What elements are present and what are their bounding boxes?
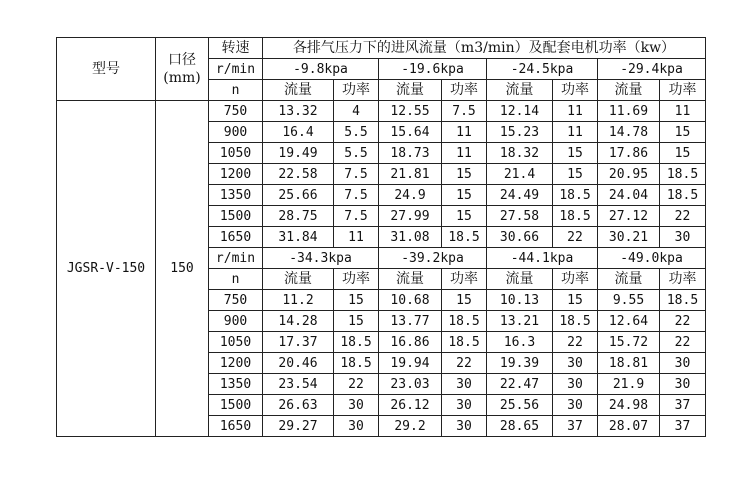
pressure-row [57,248,706,269]
header-row-1 [57,38,706,59]
flow-cell: 13.21 [487,311,553,332]
power-cell: 15 [442,290,487,311]
power-cell: 37 [553,416,598,437]
power-cell: 5.5 [334,122,379,143]
power-cell: 7.5 [442,101,487,122]
model-cell-spacer [57,101,156,248]
power-cell: 18.5 [334,332,379,353]
flow-cell: 24.49 [487,185,553,206]
flow-cell: 14.78 [598,122,660,143]
pressure-header: -44.1kpa [487,248,598,269]
flow-cell: 30.66 [487,227,553,248]
flow-cell: 13.77 [379,311,442,332]
power-cell: 18.5 [553,206,598,227]
flow-cell: 16.3 [487,332,553,353]
flow-label: 流量 [379,80,442,101]
flow-cell: 23.54 [263,374,334,395]
flow-cell: 29.2 [379,416,442,437]
flow-cell: 10.68 [379,290,442,311]
power-cell: 22 [553,332,598,353]
flow-cell: 24.98 [598,395,660,416]
power-label: 功率 [442,269,487,290]
flow-cell: 19.94 [379,353,442,374]
power-cell: 30 [442,395,487,416]
power-label: 功率 [334,269,379,290]
flow-cell: 18.32 [487,143,553,164]
power-cell: 15 [334,311,379,332]
flow-cell: 17.86 [598,143,660,164]
speed-cell: 750 [209,290,263,311]
flow-cell: 21.81 [379,164,442,185]
power-cell: 30 [660,374,706,395]
flow-cell: 26.12 [379,395,442,416]
flow-cell: 9.55 [598,290,660,311]
flow-cell: 25.66 [263,185,334,206]
power-cell: 4 [334,101,379,122]
power-cell: 30 [442,416,487,437]
power-cell: 22 [334,374,379,395]
group-title: 各排气压力下的进风流量（m3/min）及配套电机功率（kw） [263,38,706,59]
flow-cell: 17.37 [263,332,334,353]
speed-cell: 900 [209,122,263,143]
flow-label: 流量 [379,269,442,290]
flow-label: 流量 [487,80,553,101]
bore-header: 口径 (mm) [156,38,209,101]
speed-header: 转速 [209,38,263,59]
flow-cell: 12.55 [379,101,442,122]
flow-cell: 31.08 [379,227,442,248]
power-cell: 15 [553,164,598,185]
flow-cell: 21.9 [598,374,660,395]
model-cell: JGSR-V-150 [57,248,156,437]
flow-cell: 27.99 [379,206,442,227]
flow-cell: 31.84 [263,227,334,248]
power-cell: 30 [442,374,487,395]
power-cell: 15 [442,164,487,185]
flow-cell: 27.12 [598,206,660,227]
power-cell: 18.5 [660,185,706,206]
flow-cell: 18.81 [598,353,660,374]
flow-cell: 12.64 [598,311,660,332]
flow-cell: 24.9 [379,185,442,206]
speed-cell: 1050 [209,332,263,353]
pressure-header: -49.0kpa [598,248,706,269]
flow-cell: 30.21 [598,227,660,248]
power-cell: 11 [660,101,706,122]
power-cell: 18.5 [442,332,487,353]
pressure-header: -39.2kpa [379,248,487,269]
model-header: 型号 [57,38,156,101]
power-cell: 11 [442,122,487,143]
bore-cell-spacer [156,101,209,248]
flow-cell: 29.27 [263,416,334,437]
power-cell: 30 [553,353,598,374]
flow-cell: 23.03 [379,374,442,395]
power-cell: 18.5 [660,164,706,185]
flow-cell: 11.2 [263,290,334,311]
speed-cell: 1350 [209,374,263,395]
power-label: 功率 [442,80,487,101]
flow-label: 流量 [487,269,553,290]
fan-performance-table [56,37,706,437]
flow-cell: 15.72 [598,332,660,353]
table-body [57,38,706,437]
speed-cell: 1350 [209,185,263,206]
power-cell: 30 [553,374,598,395]
flow-cell: 19.49 [263,143,334,164]
speed-cell: 1500 [209,395,263,416]
power-cell: 30 [660,353,706,374]
flow-cell: 14.28 [263,311,334,332]
power-cell: 18.5 [553,185,598,206]
speed-n-label: n [209,269,263,290]
speed-cell: 1200 [209,353,263,374]
speed-cell: 750 [209,101,263,122]
pressure-header: -34.3kpa [263,248,379,269]
speed-unit-label: r/min [209,248,263,269]
power-cell: 30 [334,395,379,416]
power-cell: 22 [553,227,598,248]
power-cell: 18.5 [442,311,487,332]
flow-cell: 22.47 [487,374,553,395]
flow-cell: 28.07 [598,416,660,437]
pressure-header: -19.6kpa [379,59,487,80]
power-cell: 22 [660,206,706,227]
flow-cell: 20.95 [598,164,660,185]
flow-cell: 20.46 [263,353,334,374]
flow-cell: 10.13 [487,290,553,311]
flow-cell: 19.39 [487,353,553,374]
power-cell: 18.5 [334,353,379,374]
power-cell: 22 [660,332,706,353]
flow-cell: 21.4 [487,164,553,185]
speed-cell: 1050 [209,143,263,164]
power-cell: 11 [442,143,487,164]
power-label: 功率 [334,80,379,101]
power-cell: 30 [660,227,706,248]
flow-label: 流量 [263,269,334,290]
speed-cell: 1200 [209,164,263,185]
power-cell: 22 [442,353,487,374]
power-cell: 15 [553,290,598,311]
power-cell: 11 [553,122,598,143]
power-cell: 15 [442,185,487,206]
power-cell: 22 [660,311,706,332]
flow-cell: 24.04 [598,185,660,206]
bore-cell: 150 [156,248,209,437]
power-cell: 37 [660,395,706,416]
flow-label: 流量 [598,80,660,101]
flow-cell: 13.32 [263,101,334,122]
flow-cell: 11.69 [598,101,660,122]
pressure-header: -9.8kpa [263,59,379,80]
flow-cell: 16.4 [263,122,334,143]
flow-cell: 28.65 [487,416,553,437]
pressure-header: -24.5kpa [487,59,598,80]
flow-cell: 25.56 [487,395,553,416]
power-cell: 15 [660,122,706,143]
power-label: 功率 [553,269,598,290]
flow-label: 流量 [263,80,334,101]
power-cell: 7.5 [334,185,379,206]
flow-label: 流量 [598,269,660,290]
power-cell: 18.5 [660,290,706,311]
power-cell: 11 [553,101,598,122]
flow-cell: 27.58 [487,206,553,227]
flow-cell: 15.64 [379,122,442,143]
power-cell: 15 [553,143,598,164]
speed-cell: 1650 [209,416,263,437]
power-cell: 11 [334,227,379,248]
speed-cell: 1500 [209,206,263,227]
flow-cell: 15.23 [487,122,553,143]
power-label: 功率 [660,269,706,290]
power-cell: 18.5 [442,227,487,248]
power-cell: 18.5 [553,311,598,332]
flow-cell: 18.73 [379,143,442,164]
power-cell: 30 [334,416,379,437]
speed-cell: 900 [209,311,263,332]
power-label: 功率 [553,80,598,101]
flow-cell: 12.14 [487,101,553,122]
power-label: 功率 [660,80,706,101]
power-cell: 15 [660,143,706,164]
power-cell: 7.5 [334,164,379,185]
flow-cell: 28.75 [263,206,334,227]
power-cell: 15 [442,206,487,227]
speed-n-label: n [209,80,263,101]
flow-cell: 26.63 [263,395,334,416]
speed-cell: 1650 [209,227,263,248]
pressure-header: -29.4kpa [598,59,706,80]
power-cell: 7.5 [334,206,379,227]
power-cell: 37 [660,416,706,437]
speed-unit-label: r/min [209,59,263,80]
power-cell: 5.5 [334,143,379,164]
flow-cell: 16.86 [379,332,442,353]
power-cell: 30 [553,395,598,416]
flow-cell: 22.58 [263,164,334,185]
power-cell: 15 [334,290,379,311]
table-row [57,101,706,122]
